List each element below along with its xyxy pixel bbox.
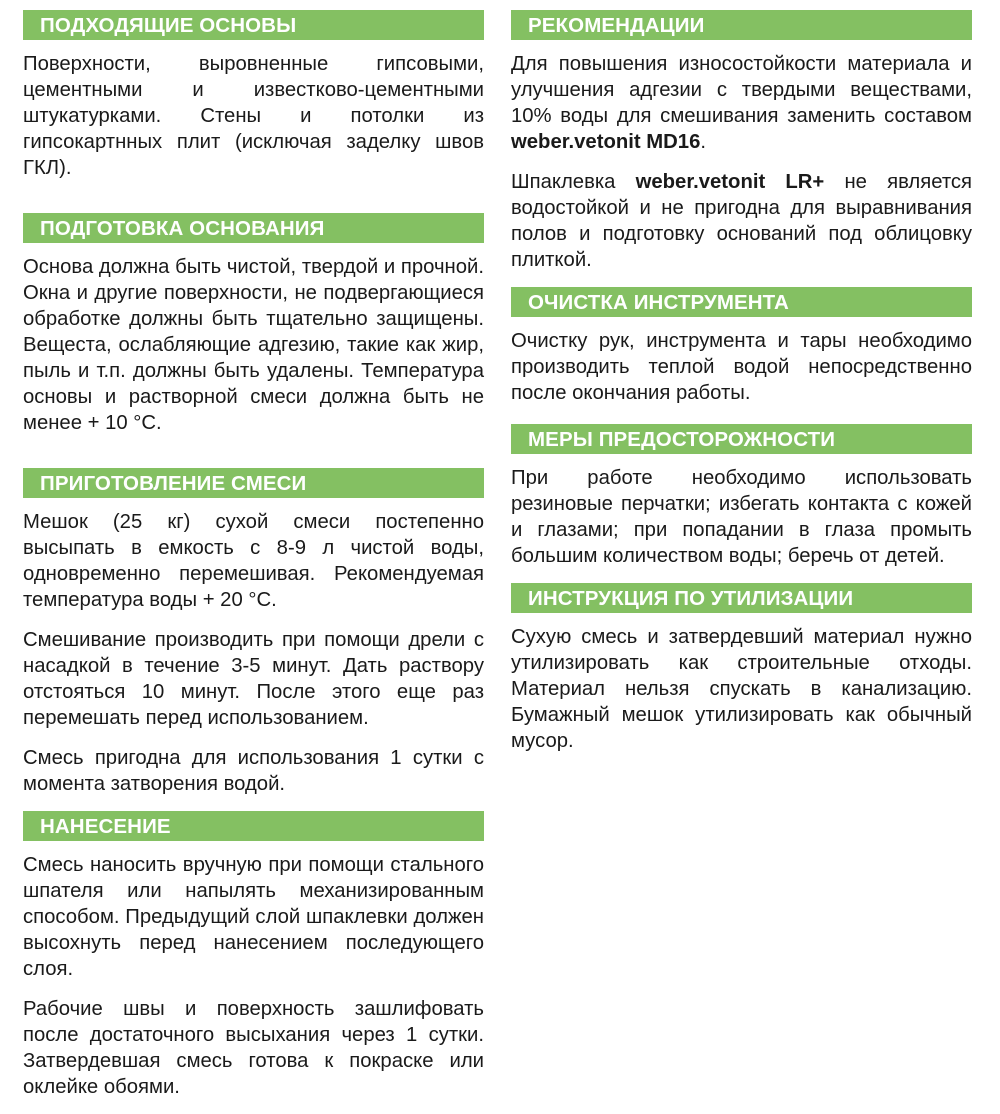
text: Шпаклевка — [511, 171, 636, 193]
section-base-preparation — [23, 213, 484, 436]
product-name: weber.vetonit LR+ — [635, 171, 825, 193]
section-mix-preparation — [23, 468, 484, 797]
paragraph: Смесь пригодна для использования 1 сутки с момента затворения водой. — [23, 747, 484, 795]
section-header: ПРИГОТОВЛЕНИЕ СМЕСИ — [23, 468, 484, 498]
paragraph: Мешок (25 кг) сухой смеси постепенно высыпать в емкость с 8-9 л чистой воды, одновременно перемешивая. Рекомендуемая температура воды + 20 °C. — [23, 511, 484, 611]
paragraph: Поверхности, выровненные гипсовыми, цементными и известково-цементными штукатурками. Стены и потолки из гипсокартнных плит (исключая заделку швов ГКЛ). — [23, 53, 484, 179]
section-header: РЕКОМЕНДАЦИИ — [511, 10, 972, 40]
paragraph: Рабочие швы и поверхность зашлифовать после достаточного высыхания через 1 сутки. Затвердевшая смесь готова к покраске или оклейке обоями. — [23, 998, 484, 1098]
section-header: ИНСТРУКЦИЯ ПО УТИЛИЗАЦИИ — [511, 583, 972, 613]
paragraph: Очистку рук, инструмента и тары необходимо производить теплой водой непосредственно после окончания работы. — [511, 330, 972, 404]
section-application — [23, 811, 484, 1100]
paragraph: Смешивание производить при помощи дрели с насадкой в течение 3-5 минут. Дать раствору отстояться 10 минут. После этого еще раз перемешать перед использованием. — [23, 629, 484, 729]
paragraph: При работе необходимо использовать резиновые перчатки; избегать контакта с кожей и глазами; при попадании в глаза промыть большим количеством воды; беречь от детей. — [511, 467, 972, 567]
text: не является водостойкой и не пригодна для выравнивания полов и подготовку оснований под облицовку плиткой. — [511, 171, 972, 271]
section-header: НАНЕСЕНИЕ — [23, 811, 484, 841]
left-column — [23, 10, 484, 1114]
text: . — [700, 131, 706, 153]
right-column — [511, 10, 972, 768]
section-header: МЕРЫ ПРЕДОСТОРОЖНОСТИ — [511, 424, 972, 454]
section-header: ПОДХОДЯЩИЕ ОСНОВЫ — [23, 10, 484, 40]
section-disposal — [511, 583, 972, 754]
section-tool-cleaning — [511, 287, 972, 406]
text: Для повышения износостойкости материала и улучшения адгезии с твердыми веществами, 10% воды для смешивания заменить составом — [511, 53, 972, 127]
section-header: ОЧИСТКА ИНСТРУМЕНТА — [511, 287, 972, 317]
product-name: weber.vetonit MD16 — [511, 131, 701, 153]
section-header: ПОДГОТОВКА ОСНОВАНИЯ — [23, 213, 484, 243]
section-precautions — [511, 424, 972, 569]
section-recommendations — [511, 10, 972, 273]
paragraph — [511, 169, 972, 273]
paragraph — [511, 51, 972, 155]
paragraph: Сухую смесь и затвердевший материал нужно утилизировать как строительные отходы. Материал нельзя спускать в канализацию. Бумажный мешок утилизировать как обычный мусор. — [511, 626, 972, 752]
paragraph: Смесь наносить вручную при помощи стального шпателя или напылять механизированным способом. Предыдущий слой шпаклевки должен высохнуть перед нанесением последующего слоя. — [23, 854, 484, 980]
paragraph: Основа должна быть чистой, твердой и прочной. Окна и другие поверхности, не подвергающиеся обработке должны быть тщательно защищены. Вещеста, ослабляющие адгезию, такие как жир, пыль и т.п. должны быть удалены. Температура основы и растворной смеси должна быть не менее + 10 °C. — [23, 256, 484, 434]
section-suitable-bases — [23, 10, 484, 181]
